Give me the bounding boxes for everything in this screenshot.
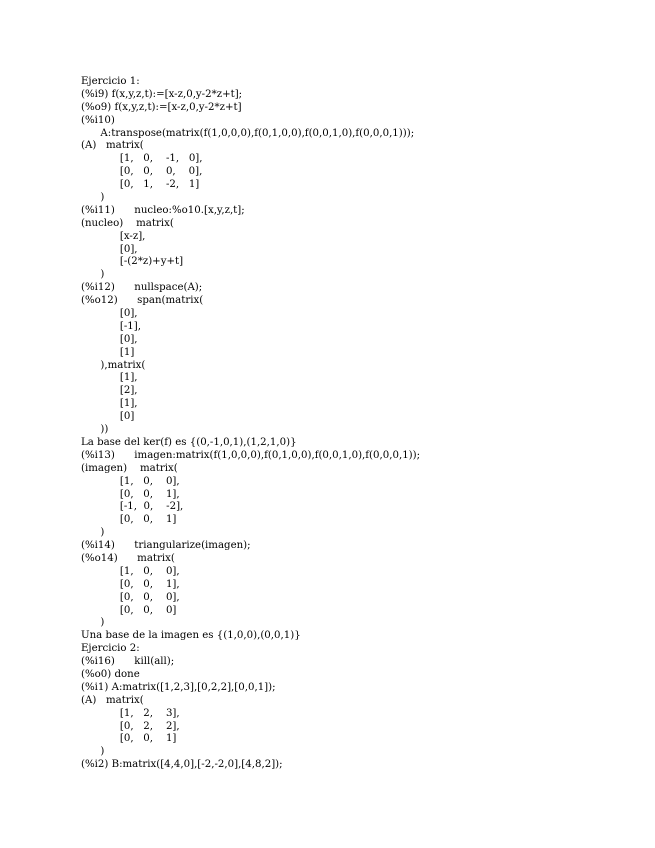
document-line: (nucleo) matrix( — [81, 217, 174, 229]
document-line: [0, 0, 1] — [81, 514, 177, 526]
document-line: [0, 0, 1], — [81, 578, 180, 590]
document-line: [0, 0, 0, 0], — [81, 166, 203, 178]
document-line: [-1, 0, -2], — [81, 501, 184, 513]
document-line: (%i13) imagen:matrix(f(1,0,0,0),f(0,1,0,0),f(0,0,1,0),f(0,0,0,1)); — [81, 449, 421, 461]
document-line: [0], — [81, 308, 138, 320]
document-line: [1] — [81, 346, 135, 358]
document-line: (%o0) done — [81, 668, 140, 680]
document-line: [1, 0, -1, 0], — [81, 153, 203, 165]
document-line: )) — [81, 424, 109, 436]
document-line: (%i12) nullspace(A); — [81, 282, 203, 294]
document-line: (%i10) — [81, 114, 115, 126]
document-line: [0], — [81, 243, 138, 255]
document-line: ) — [81, 527, 105, 539]
document-line: [0, 1, -2, 1] — [81, 179, 200, 191]
document-line: (%o12) span(matrix( — [81, 295, 204, 307]
document-line: Ejercicio 2: — [81, 643, 140, 655]
document-line: [0], — [81, 333, 138, 345]
document-line: ) — [81, 269, 105, 281]
document-line: (%i14) triangularize(imagen); — [81, 540, 251, 552]
document-line: [1], — [81, 372, 138, 384]
document-line: [1], — [81, 398, 138, 410]
document-line: A:transpose(matrix(f(1,0,0,0),f(0,1,0,0),f(0,0,1,0),f(0,0,0,1))); — [81, 127, 415, 139]
document-line: [1, 2, 3], — [81, 707, 180, 719]
document-line: (%o9) f(x,y,z,t):=[x-z,0,y-2*z+t] — [81, 101, 242, 113]
document-line: ),matrix( — [81, 359, 146, 371]
document-line: (%i16) kill(all); — [81, 656, 175, 668]
document-line: (%i11) nucleo:%o10.[x,y,z,t]; — [81, 204, 245, 216]
document-line: [0] — [81, 411, 135, 423]
document-line: [0, 0, 1] — [81, 733, 177, 745]
maxima-session-document — [81, 76, 646, 772]
document-line: [-(2*z)+y+t] — [81, 256, 184, 268]
document-line: (%o14) matrix( — [81, 552, 175, 564]
document-line: (A) matrix( — [81, 694, 144, 706]
document-line: [0, 0, 1], — [81, 488, 180, 500]
document-line: (A) matrix( — [81, 140, 144, 152]
document-line: Ejercicio 1: — [81, 76, 140, 87]
document-line: [0, 2, 2], — [81, 720, 180, 732]
document-line: [0, 0, 0], — [81, 591, 180, 603]
document-line: [-1], — [81, 320, 141, 332]
document-line: [0, 0, 0] — [81, 604, 177, 616]
document-line: La base del ker(f) es {(0,-1,0,1),(1,2,1,0)} — [81, 436, 297, 448]
document-line: ) — [81, 617, 105, 629]
document-line: (%i2) B:matrix([4,4,0],[-2,-2,0],[4,8,2]); — [81, 759, 283, 771]
document-line: ) — [81, 746, 105, 758]
document-line: [1, 0, 0], — [81, 475, 180, 487]
document-line: (imagen) matrix( — [81, 462, 178, 474]
document-line: [x-z], — [81, 230, 146, 242]
document-line: ) — [81, 192, 105, 204]
document-line: [2], — [81, 385, 138, 397]
document-line: (%i1) A:matrix([1,2,3],[0,2,2],[0,0,1]); — [81, 681, 276, 693]
document-line: [1, 0, 0], — [81, 565, 180, 577]
document-line: (%i9) f(x,y,z,t):=[x-z,0,y-2*z+t]; — [81, 88, 243, 100]
document-line: Una base de la imagen es {(1,0,0),(0,0,1)} — [81, 630, 301, 642]
